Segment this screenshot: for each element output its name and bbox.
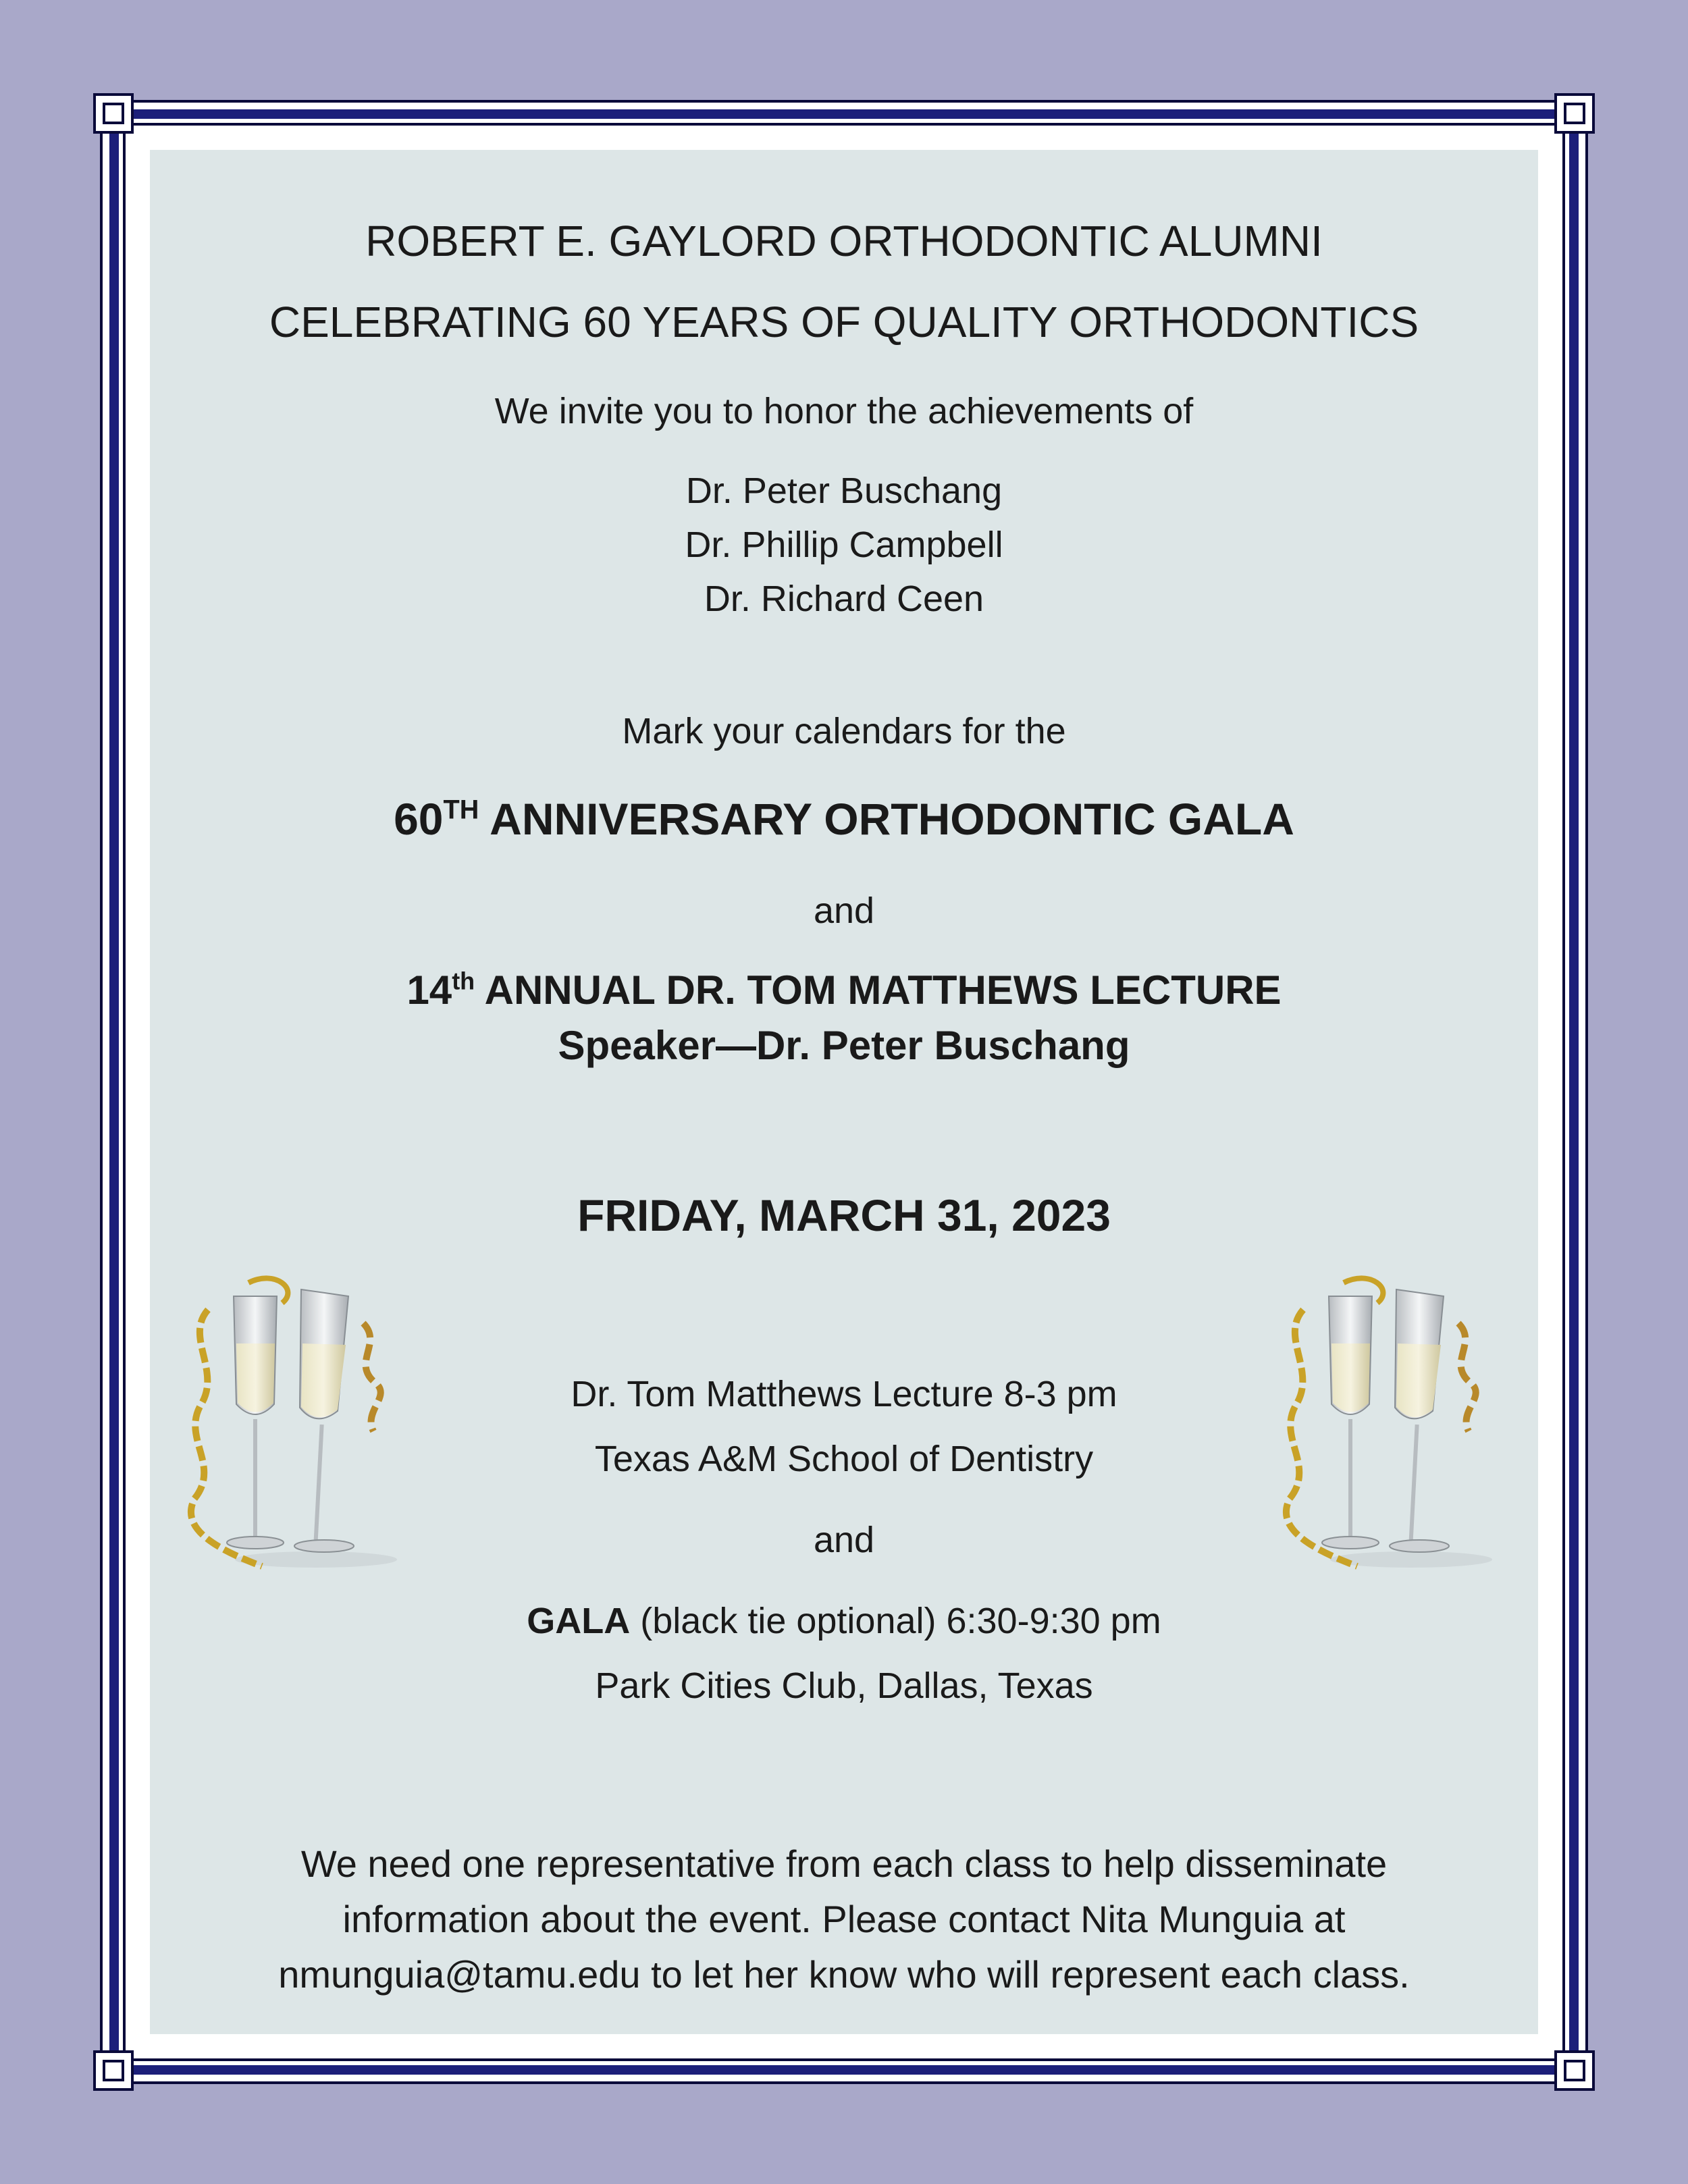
footer-line-3: nmunguia@tamu.edu to let her know who will represent each class.	[278, 1953, 1410, 1996]
honoree-3: Dr. Richard Ceen	[704, 579, 984, 619]
lecture-venue: Texas A&M School of Dentistry	[594, 1439, 1094, 1479]
footer-line-1: We need one representative from each class to help disseminate	[300, 1842, 1388, 1885]
frame-corner-bottom-left	[93, 2050, 134, 2091]
frame-corner-top-right	[1554, 93, 1595, 134]
invite-intro: We invite you to honor the achievements of	[494, 391, 1194, 431]
gala-details	[0, 1600, 1688, 1642]
frame-corner-top-left	[93, 93, 134, 134]
gala-detail: (black tie optional) 6:30-9:30 pm	[630, 1601, 1161, 1641]
gala-title-text: ANNIVERSARY ORTHODONTIC GALA	[490, 794, 1294, 844]
gala-title-number: 60	[394, 794, 444, 844]
connector-and-1: and	[813, 890, 875, 931]
lecture-title	[0, 967, 1688, 1013]
gala-title	[0, 793, 1688, 845]
lecture-title-text: ANNUAL DR. TOM MATTHEWS LECTURE	[484, 967, 1282, 1013]
content-panel	[150, 150, 1538, 2034]
lecture-time: Dr. Tom Matthews Lecture 8-3 pm	[571, 1374, 1117, 1414]
lecture-speaker: Speaker—Dr. Peter Buschang	[558, 1023, 1130, 1068]
footer-line-2: information about the event. Please contact Nita Munguia at	[342, 1898, 1346, 1940]
gala-title-suffix: TH	[443, 795, 479, 825]
event-date: FRIDAY, MARCH 31, 2023	[577, 1190, 1111, 1240]
gala-venue: Park Cities Club, Dallas, Texas	[595, 1666, 1093, 1706]
header-line-1: ROBERT E. GAYLORD ORTHODONTIC ALUMNI	[365, 217, 1323, 265]
header-line-2: CELEBRATING 60 YEARS OF QUALITY ORTHODONTICS	[269, 298, 1419, 346]
gala-label: GALA	[527, 1601, 631, 1641]
lecture-title-number: 14	[406, 967, 452, 1013]
honoree-2: Dr. Phillip Campbell	[685, 525, 1003, 565]
honoree-1: Dr. Peter Buschang	[685, 471, 1003, 511]
lecture-title-suffix: th	[452, 967, 475, 995]
connector-and-2: and	[813, 1520, 875, 1560]
calendar-note: Mark your calendars for the	[622, 711, 1066, 751]
frame-corner-bottom-right	[1554, 2050, 1595, 2091]
